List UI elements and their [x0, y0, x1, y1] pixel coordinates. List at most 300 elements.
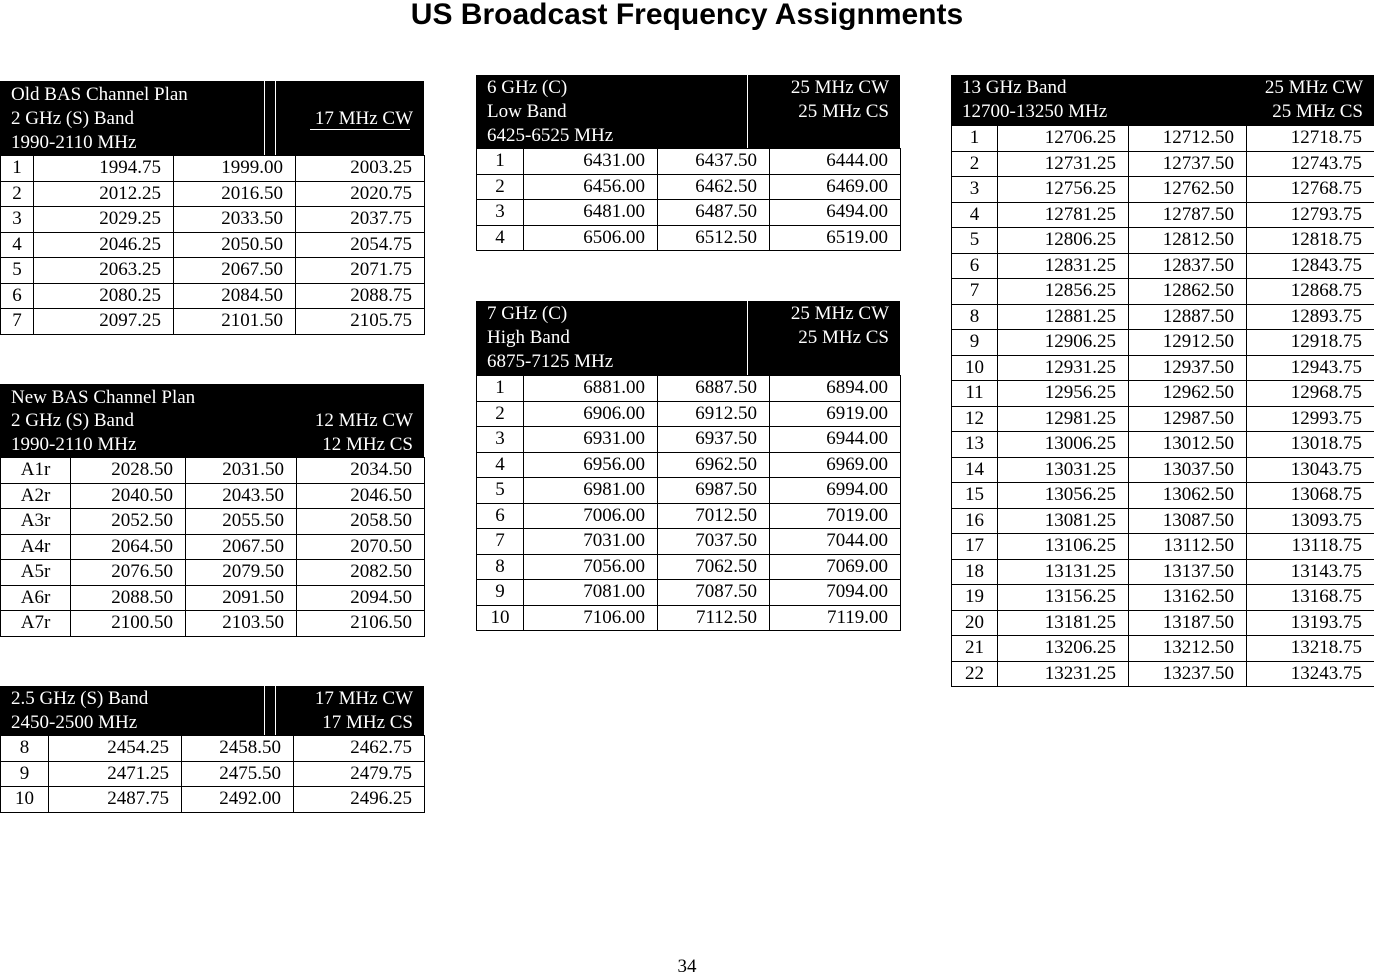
header-cs: 25 MHz CS — [798, 326, 889, 350]
table-row — [1, 156, 425, 182]
center-freq-cell: 12787.50 — [1129, 202, 1247, 228]
channel-cell: 15 — [952, 483, 998, 509]
low-freq-cell: 13031.25 — [998, 457, 1129, 483]
center-freq-cell: 12837.50 — [1129, 253, 1247, 279]
table-row — [952, 508, 1374, 534]
low-freq-cell: 12881.25 — [998, 304, 1129, 330]
high-freq-cell: 13068.75 — [1247, 483, 1374, 509]
channel-cell: 3 — [477, 200, 524, 226]
old-bas-table — [0, 155, 425, 335]
center-freq-cell: 12937.50 — [1129, 355, 1247, 381]
channel-cell: A1r — [1, 458, 71, 484]
channel-cell: 17 — [952, 534, 998, 560]
center-freq-cell: 7062.50 — [658, 554, 770, 580]
table-row — [477, 149, 901, 175]
channel-cell: 4 — [477, 452, 524, 478]
high-freq-cell: 12843.75 — [1247, 253, 1374, 279]
low-freq-cell: 13006.25 — [998, 432, 1129, 458]
table-row — [1, 736, 425, 762]
low-freq-cell: 6481.00 — [524, 200, 658, 226]
center-freq-cell: 2055.50 — [186, 509, 297, 535]
channel-cell: 1 — [477, 149, 524, 175]
channel-cell: 10 — [1, 787, 49, 813]
table-row — [1, 258, 425, 284]
low-freq-cell: 2012.25 — [34, 181, 174, 207]
center-freq-cell: 2101.50 — [174, 309, 296, 335]
high-freq-cell: 7119.00 — [770, 605, 901, 631]
high-freq-cell: 12718.75 — [1247, 126, 1374, 152]
channel-cell: 3 — [952, 177, 998, 203]
channel-cell: 18 — [952, 559, 998, 585]
table-row — [952, 559, 1374, 585]
center-freq-cell: 2091.50 — [186, 585, 297, 611]
channel-cell: 5 — [1, 258, 34, 284]
low-freq-cell: 2040.50 — [71, 483, 186, 509]
table-row — [477, 503, 901, 529]
low-freq-cell: 13156.25 — [998, 585, 1129, 611]
header-cw: 25 MHz CW — [791, 302, 889, 326]
high-freq-cell: 6444.00 — [770, 149, 901, 175]
high-freq-cell: 13168.75 — [1247, 585, 1374, 611]
low-freq-cell: 7031.00 — [524, 529, 658, 555]
channel-cell: 1 — [1, 156, 34, 182]
table-row — [1, 787, 425, 813]
center-freq-cell: 12737.50 — [1129, 151, 1247, 177]
table-row — [477, 478, 901, 504]
table-row — [952, 585, 1374, 611]
band-7-high-table — [476, 375, 901, 631]
center-freq-cell: 12887.50 — [1129, 304, 1247, 330]
center-freq-cell: 12912.50 — [1129, 330, 1247, 356]
channel-cell: 2 — [477, 174, 524, 200]
center-freq-cell: 12862.50 — [1129, 279, 1247, 305]
table-row — [1, 283, 425, 309]
low-freq-cell: 7081.00 — [524, 580, 658, 606]
channel-cell: 4 — [477, 225, 524, 251]
table-row — [1, 181, 425, 207]
center-freq-cell: 12812.50 — [1129, 228, 1247, 254]
center-freq-cell: 13087.50 — [1129, 508, 1247, 534]
low-freq-cell: 2471.25 — [49, 761, 182, 787]
center-freq-cell: 2084.50 — [174, 283, 296, 309]
header-cs: 25 MHz CS — [798, 100, 889, 124]
low-freq-cell: 2064.50 — [71, 534, 186, 560]
high-freq-cell: 6969.00 — [770, 452, 901, 478]
channel-cell: 19 — [952, 585, 998, 611]
channel-cell: A2r — [1, 483, 71, 509]
center-freq-cell: 7012.50 — [658, 503, 770, 529]
high-freq-cell: 12793.75 — [1247, 202, 1374, 228]
table-row — [477, 580, 901, 606]
high-freq-cell: 6944.00 — [770, 427, 901, 453]
center-freq-cell: 6912.50 — [658, 401, 770, 427]
header-range: 1990-2110 MHz — [11, 131, 136, 155]
low-freq-cell: 6956.00 — [524, 452, 658, 478]
header-title: 7 GHz (C) — [487, 302, 567, 326]
high-freq-cell: 2094.50 — [297, 585, 425, 611]
channel-cell: 3 — [1, 207, 34, 233]
band-6-low-header — [476, 75, 900, 148]
high-freq-cell: 6469.00 — [770, 174, 901, 200]
high-freq-cell: 2088.75 — [296, 283, 425, 309]
low-freq-cell: 2097.25 — [34, 309, 174, 335]
table-row — [477, 529, 901, 555]
high-freq-cell: 2058.50 — [297, 509, 425, 535]
center-freq-cell: 13062.50 — [1129, 483, 1247, 509]
channel-cell: 11 — [952, 381, 998, 407]
center-freq-cell: 7037.50 — [658, 529, 770, 555]
low-freq-cell: 2487.75 — [49, 787, 182, 813]
center-freq-cell: 13137.50 — [1129, 559, 1247, 585]
high-freq-cell: 2054.75 — [296, 232, 425, 258]
header-range: 12700-13250 MHz — [962, 100, 1107, 124]
table-row — [1, 560, 425, 586]
high-freq-cell: 2070.50 — [297, 534, 425, 560]
high-freq-cell: 13218.75 — [1247, 636, 1374, 662]
high-freq-cell: 2037.75 — [296, 207, 425, 233]
table-row — [952, 534, 1374, 560]
table-row — [477, 452, 901, 478]
header-cw: 25 MHz CW — [1265, 76, 1363, 100]
table-row — [477, 605, 901, 631]
center-freq-cell: 13112.50 — [1129, 534, 1247, 560]
high-freq-cell: 12893.75 — [1247, 304, 1374, 330]
low-freq-cell: 13081.25 — [998, 508, 1129, 534]
low-freq-cell: 6881.00 — [524, 376, 658, 402]
channel-cell: 4 — [952, 202, 998, 228]
high-freq-cell: 13093.75 — [1247, 508, 1374, 534]
low-freq-cell: 7056.00 — [524, 554, 658, 580]
low-freq-cell: 12856.25 — [998, 279, 1129, 305]
table-row — [477, 225, 901, 251]
table-row — [952, 661, 1374, 687]
center-freq-cell: 6962.50 — [658, 452, 770, 478]
header-band: 2 GHz (S) Band — [11, 409, 134, 433]
low-freq-cell: 13106.25 — [998, 534, 1129, 560]
center-freq-cell: 6437.50 — [658, 149, 770, 175]
high-freq-cell: 6519.00 — [770, 225, 901, 251]
center-freq-cell: 13187.50 — [1129, 610, 1247, 636]
table-row — [952, 151, 1374, 177]
header-cw: 12 MHz CW — [315, 409, 413, 433]
high-freq-cell: 2046.50 — [297, 483, 425, 509]
channel-cell: 8 — [477, 554, 524, 580]
channel-cell: 6 — [952, 253, 998, 279]
header-band: 2.5 GHz (S) Band — [11, 687, 148, 711]
channel-cell: 9 — [952, 330, 998, 356]
low-freq-cell: 12756.25 — [998, 177, 1129, 203]
center-freq-cell: 2067.50 — [186, 534, 297, 560]
low-freq-cell: 2454.25 — [49, 736, 182, 762]
table-row — [477, 376, 901, 402]
header-range: 1990-2110 MHz — [11, 433, 136, 457]
channel-cell: 12 — [952, 406, 998, 432]
center-freq-cell: 2033.50 — [174, 207, 296, 233]
channel-cell: 10 — [952, 355, 998, 381]
table-row — [952, 330, 1374, 356]
page-title: US Broadcast Frequency Assignments — [0, 0, 1374, 33]
channel-cell: 3 — [477, 427, 524, 453]
low-freq-cell: 13131.25 — [998, 559, 1129, 585]
band-2-5-header — [0, 686, 424, 735]
high-freq-cell: 6894.00 — [770, 376, 901, 402]
channel-cell: 6 — [477, 503, 524, 529]
high-freq-cell: 2496.25 — [294, 787, 425, 813]
header-band: 13 GHz Band — [962, 76, 1066, 100]
channel-cell: 21 — [952, 636, 998, 662]
table-row — [952, 228, 1374, 254]
low-freq-cell: 12706.25 — [998, 126, 1129, 152]
high-freq-cell: 2071.75 — [296, 258, 425, 284]
channel-cell: 22 — [952, 661, 998, 687]
table-row — [477, 554, 901, 580]
header-cs: 12 MHz CS — [322, 433, 413, 457]
low-freq-cell: 6456.00 — [524, 174, 658, 200]
table-row — [1, 761, 425, 787]
channel-cell: 5 — [952, 228, 998, 254]
high-freq-cell: 2020.75 — [296, 181, 425, 207]
low-freq-cell: 12731.25 — [998, 151, 1129, 177]
low-freq-cell: 2088.50 — [71, 585, 186, 611]
channel-cell: 7 — [477, 529, 524, 555]
center-freq-cell: 12962.50 — [1129, 381, 1247, 407]
table-row — [952, 304, 1374, 330]
low-freq-cell: 2100.50 — [71, 611, 186, 637]
center-freq-cell: 13237.50 — [1129, 661, 1247, 687]
table-row — [477, 174, 901, 200]
high-freq-cell: 12818.75 — [1247, 228, 1374, 254]
header-band: 2 GHz (S) Band — [11, 107, 134, 131]
high-freq-cell: 2003.25 — [296, 156, 425, 182]
center-freq-cell: 2050.50 — [174, 232, 296, 258]
table-row — [1, 458, 425, 484]
header-cw: 17 MHz CW — [315, 687, 413, 711]
center-freq-cell: 2031.50 — [186, 458, 297, 484]
channel-cell: A6r — [1, 585, 71, 611]
high-freq-cell: 2479.75 — [294, 761, 425, 787]
high-freq-cell: 12868.75 — [1247, 279, 1374, 305]
channel-cell: 5 — [477, 478, 524, 504]
table-row — [952, 483, 1374, 509]
channel-cell: A3r — [1, 509, 71, 535]
low-freq-cell: 2063.25 — [34, 258, 174, 284]
high-freq-cell: 2034.50 — [297, 458, 425, 484]
header-title: New BAS Channel Plan — [11, 386, 195, 410]
channel-cell: 14 — [952, 457, 998, 483]
center-freq-cell: 2492.00 — [182, 787, 294, 813]
low-freq-cell: 12956.25 — [998, 381, 1129, 407]
table-row — [952, 126, 1374, 152]
channel-cell: 9 — [1, 761, 49, 787]
header-cs: 25 MHz CS — [1272, 100, 1363, 124]
center-freq-cell: 6887.50 — [658, 376, 770, 402]
table-row — [1, 611, 425, 637]
low-freq-cell: 13206.25 — [998, 636, 1129, 662]
channel-cell: 2 — [477, 401, 524, 427]
low-freq-cell: 6506.00 — [524, 225, 658, 251]
high-freq-cell: 13018.75 — [1247, 432, 1374, 458]
header-range: 6875-7125 MHz — [487, 350, 613, 374]
header-cs: 17 MHz CS — [322, 711, 413, 735]
center-freq-cell: 12987.50 — [1129, 406, 1247, 432]
low-freq-cell: 12831.25 — [998, 253, 1129, 279]
new-bas-header — [0, 384, 424, 457]
table-row — [952, 381, 1374, 407]
header-title: Old BAS Channel Plan — [11, 83, 188, 107]
high-freq-cell: 13193.75 — [1247, 610, 1374, 636]
header-title: 6 GHz (C) — [487, 76, 567, 100]
high-freq-cell: 12943.75 — [1247, 355, 1374, 381]
low-freq-cell: 1994.75 — [34, 156, 174, 182]
low-freq-cell: 2052.50 — [71, 509, 186, 535]
center-freq-cell: 13162.50 — [1129, 585, 1247, 611]
band-13-table — [951, 125, 1374, 687]
center-freq-cell: 2079.50 — [186, 560, 297, 586]
channel-cell: A5r — [1, 560, 71, 586]
center-freq-cell: 2458.50 — [182, 736, 294, 762]
channel-cell: 20 — [952, 610, 998, 636]
header-band: Low Band — [487, 100, 567, 124]
channel-cell: 6 — [1, 283, 34, 309]
high-freq-cell: 13143.75 — [1247, 559, 1374, 585]
table-row — [1, 207, 425, 233]
low-freq-cell: 13056.25 — [998, 483, 1129, 509]
table-row — [477, 200, 901, 226]
header-cw: 17 MHz CW — [315, 107, 413, 131]
high-freq-cell: 2106.50 — [297, 611, 425, 637]
high-freq-cell: 12918.75 — [1247, 330, 1374, 356]
table-row — [952, 202, 1374, 228]
channel-cell: 1 — [477, 376, 524, 402]
old-bas-header — [0, 81, 424, 155]
high-freq-cell: 7019.00 — [770, 503, 901, 529]
low-freq-cell: 13231.25 — [998, 661, 1129, 687]
high-freq-cell: 6919.00 — [770, 401, 901, 427]
low-freq-cell: 12781.25 — [998, 202, 1129, 228]
high-freq-cell: 13118.75 — [1247, 534, 1374, 560]
center-freq-cell: 13212.50 — [1129, 636, 1247, 662]
high-freq-cell: 7069.00 — [770, 554, 901, 580]
center-freq-cell: 13012.50 — [1129, 432, 1247, 458]
low-freq-cell: 12906.25 — [998, 330, 1129, 356]
channel-cell: 10 — [477, 605, 524, 631]
high-freq-cell: 2462.75 — [294, 736, 425, 762]
center-freq-cell: 6462.50 — [658, 174, 770, 200]
low-freq-cell: 12981.25 — [998, 406, 1129, 432]
channel-cell: 1 — [952, 126, 998, 152]
channel-cell: 4 — [1, 232, 34, 258]
channel-cell: 7 — [1, 309, 34, 335]
page-number: 34 — [0, 955, 1374, 979]
low-freq-cell: 2076.50 — [71, 560, 186, 586]
high-freq-cell: 7094.00 — [770, 580, 901, 606]
channel-cell: 9 — [477, 580, 524, 606]
header-range: 6425-6525 MHz — [487, 124, 613, 148]
low-freq-cell: 6931.00 — [524, 427, 658, 453]
table-row — [477, 401, 901, 427]
center-freq-cell: 2475.50 — [182, 761, 294, 787]
center-freq-cell: 2043.50 — [186, 483, 297, 509]
band-2-5-table — [0, 735, 425, 813]
table-row — [952, 177, 1374, 203]
new-bas-table — [0, 457, 425, 637]
high-freq-cell: 7044.00 — [770, 529, 901, 555]
center-freq-cell: 2103.50 — [186, 611, 297, 637]
low-freq-cell: 12931.25 — [998, 355, 1129, 381]
channel-cell: 13 — [952, 432, 998, 458]
table-row — [952, 457, 1374, 483]
low-freq-cell: 13181.25 — [998, 610, 1129, 636]
center-freq-cell: 2016.50 — [174, 181, 296, 207]
table-row — [1, 534, 425, 560]
channel-cell: 2 — [952, 151, 998, 177]
header-band: High Band — [487, 326, 570, 350]
low-freq-cell: 2028.50 — [71, 458, 186, 484]
high-freq-cell: 13043.75 — [1247, 457, 1374, 483]
channel-cell: A7r — [1, 611, 71, 637]
header-cw: 25 MHz CW — [791, 76, 889, 100]
low-freq-cell: 6431.00 — [524, 149, 658, 175]
channel-cell: 8 — [952, 304, 998, 330]
channel-cell: 16 — [952, 508, 998, 534]
table-row — [1, 509, 425, 535]
center-freq-cell: 6937.50 — [658, 427, 770, 453]
table-row — [952, 432, 1374, 458]
high-freq-cell: 6994.00 — [770, 478, 901, 504]
channel-cell: 2 — [1, 181, 34, 207]
high-freq-cell: 2105.75 — [296, 309, 425, 335]
center-freq-cell: 7087.50 — [658, 580, 770, 606]
high-freq-cell: 12993.75 — [1247, 406, 1374, 432]
band-7-high-header — [476, 301, 900, 375]
low-freq-cell: 2046.25 — [34, 232, 174, 258]
table-row — [952, 279, 1374, 305]
table-row — [952, 636, 1374, 662]
band-6-low-table — [476, 148, 901, 251]
center-freq-cell: 7112.50 — [658, 605, 770, 631]
high-freq-cell: 6494.00 — [770, 200, 901, 226]
table-row — [1, 309, 425, 335]
table-row — [477, 427, 901, 453]
table-row — [1, 232, 425, 258]
center-freq-cell: 13037.50 — [1129, 457, 1247, 483]
high-freq-cell: 12743.75 — [1247, 151, 1374, 177]
band-13-header — [951, 75, 1374, 125]
table-row — [952, 355, 1374, 381]
low-freq-cell: 7106.00 — [524, 605, 658, 631]
high-freq-cell: 12768.75 — [1247, 177, 1374, 203]
center-freq-cell: 6987.50 — [658, 478, 770, 504]
channel-cell: 8 — [1, 736, 49, 762]
channel-cell: A4r — [1, 534, 71, 560]
low-freq-cell: 6981.00 — [524, 478, 658, 504]
header-range: 2450-2500 MHz — [11, 711, 137, 735]
channel-cell: 7 — [952, 279, 998, 305]
table-row — [1, 585, 425, 611]
low-freq-cell: 2029.25 — [34, 207, 174, 233]
low-freq-cell: 12806.25 — [998, 228, 1129, 254]
center-freq-cell: 2067.50 — [174, 258, 296, 284]
low-freq-cell: 7006.00 — [524, 503, 658, 529]
table-row — [952, 406, 1374, 432]
high-freq-cell: 13243.75 — [1247, 661, 1374, 687]
center-freq-cell: 6487.50 — [658, 200, 770, 226]
center-freq-cell: 1999.00 — [174, 156, 296, 182]
table-row — [952, 610, 1374, 636]
high-freq-cell: 2082.50 — [297, 560, 425, 586]
low-freq-cell: 6906.00 — [524, 401, 658, 427]
center-freq-cell: 6512.50 — [658, 225, 770, 251]
